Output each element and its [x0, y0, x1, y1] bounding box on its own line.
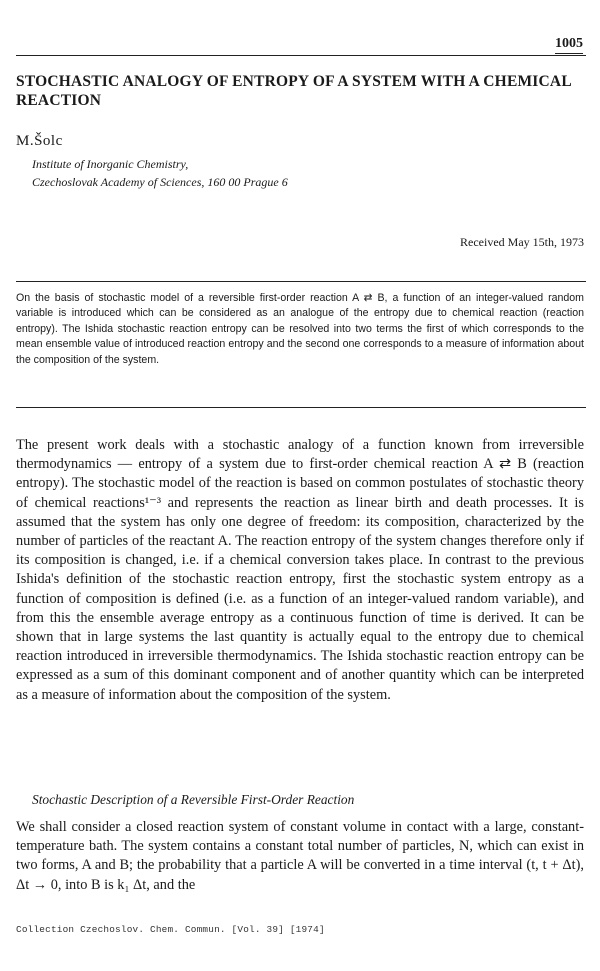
intro-paragraph: The present work deals with a stochastic analogy of a function known from irreversible thermodynamics — entropy of a system due to first-order chemical reaction A ⇄ B (reaction entropy). The stochastic model of the reaction is based on common postulates of stochastic theory of chemical reactions¹⁻³ and represents the reaction as linear birth and death processes. It is assumed that the system has only one degree of freedom: its composition, characterized by the number of particles of the reactant A. The reaction entropy of the system changes therefore only if its composition is changed, i.e. if a chemical conversion takes place. In contrast to the previous Ishida's definition of the stochastic reaction entropy, first the stochastic system entropy as a function of composition is defined (i.e. as a function of an integer-valued random variable), and from this the ensemble average entropy as a continuous function of time is derived. It can be shown that in large systems the last quantity is actually equal to the entropy due to chemical reaction introduced in irreversible thermodynamics. The Ishida stochastic reaction entropy can be expressed as a sum of this dominant component and of another quantity which can be interpreted as a measure of information about the composition of the system.	[16, 437, 584, 703]
page-number: 1005	[555, 36, 583, 54]
section-paragraph: We shall consider a closed reaction system of constant volume in contact with a large, constant-temperature bath. The system contains a constant total number of particles, N, which can exist in two forms, A and B; the probability that a particle A will be converted in a time interval (t, t + Δt), Δt → 0, into B is k₁ Δt, and the	[16, 819, 584, 893]
abstract-rule-top	[16, 281, 586, 282]
author-name: M.Šolc	[16, 133, 63, 149]
abstract-rule-bottom	[16, 407, 586, 408]
received-date: Received May 15th, 1973	[460, 235, 584, 249]
journal-citation-footer: Collection Czechoslov. Chem. Commun. [Vol. 39] [1974]	[16, 924, 325, 935]
article-title: STOCHASTIC ANALOGY OF ENTROPY OF A SYSTEM WITH A CHEMICAL REACTION	[16, 73, 572, 109]
abstract-text: On the basis of stochastic model of a reversible first-order reaction A ⇄ B, a function of an integer-valued random variable is introduced which can be considered as an analogue of the entropy due to chemical reaction (reaction entropy). The Ishida stochastic reaction entropy can be resolved into two terms the first of which corresponds to the mean ensemble value of introduced reaction entropy and the second one corresponds to a measure of information about the composition of the system.	[16, 292, 584, 366]
affiliation-institute: Institute of Inorganic Chemistry,	[32, 157, 189, 171]
header-rule	[16, 55, 586, 56]
author-affiliation	[32, 156, 288, 191]
section-heading: Stochastic Description of a Reversible First-Order Reaction	[32, 792, 355, 807]
affiliation-academy: Czechoslovak Academy of Sciences, 160 00 Prague 6	[32, 174, 288, 189]
